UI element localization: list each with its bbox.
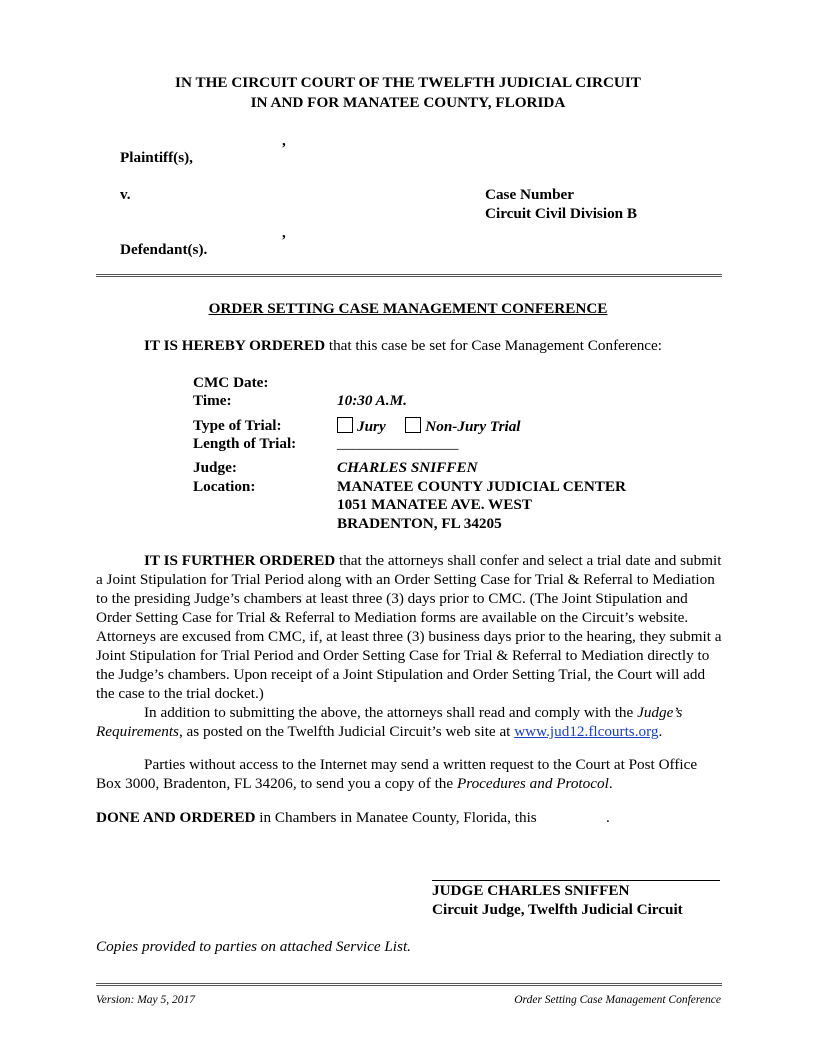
addition-mid: , as posted on the Twelfth Judicial Circuit’s web site at: [178, 723, 515, 740]
versus-label: v.: [120, 186, 131, 203]
further-ordered-text: that the attorneys shall confer and select a trial date and submit a Joint Stipulation for Trial Period along with an Order Setting Case for Trial & Referral to Mediation to the presiding Judge’s chambers at least three (3) days prior to CMC. (The Joint Stipulation and Order Setting Case for Trial & Referral to Mediation forms are available on the Circuit’s website. Attorneys are excused from CMC, if, at least three (3) business days prior to the hearing, they submit a Joint Stipulation for Trial Period and Order Setting Case for Trial & Referral to Mediation directly to the Judge’s chambers. Upon receipt of a Joint Stipulation and Order Setting Trial, the Court will add the case to the trial docket.): [96, 552, 722, 702]
location-line1: MANATEE COUNTY JUDICIAL CENTER: [337, 478, 627, 495]
cmc-date-label: CMC Date:: [193, 374, 269, 391]
caption-divider: [96, 274, 722, 277]
order-title: ORDER SETTING CASE MANAGEMENT CONFERENCE: [208, 300, 608, 317]
hereby-ordered-line: [144, 337, 662, 355]
defendant-comma: ,: [282, 224, 286, 241]
trial-type-options: [337, 417, 521, 436]
further-ordered-paragraph: [96, 551, 722, 741]
parties-end: .: [608, 775, 613, 792]
done-and-ordered-text: in Chambers in Manatee County, Florida, this: [255, 809, 537, 826]
time-value: 10:30 A.M.: [337, 392, 407, 409]
addition-pre: In addition to submitting the above, the attorneys shall read and comply with the: [144, 704, 638, 721]
hereby-ordered-text: that this case be set for Case Management Conference:: [325, 337, 662, 354]
case-number-label: Case Number: [485, 186, 575, 203]
court-title-line2: IN AND FOR MANATEE COUNTY, FLORIDA: [250, 94, 566, 111]
location-line3: BRADENTON, FL 34205: [337, 515, 502, 532]
signature-line: [432, 880, 720, 881]
hereby-ordered-bold: IT IS HEREBY ORDERED: [144, 337, 326, 354]
length-of-trial-label: Length of Trial:: [193, 435, 297, 452]
footer-version: Version: May 5, 2017: [96, 994, 196, 1006]
judge-label: Judge:: [193, 459, 237, 476]
jury-checkbox[interactable]: [337, 417, 353, 433]
parties-text: Parties without access to the Internet may send a written request to the Court at Post Office Box 3000, Bradenton, FL 34206, to send you a copy of the: [96, 756, 698, 792]
non-jury-label: Non-Jury Trial: [425, 418, 521, 435]
division-label: Circuit Civil Division B: [485, 205, 638, 222]
jury-label: Jury: [357, 418, 386, 435]
location-line2: 1051 MANATEE AVE. WEST: [337, 496, 532, 513]
judge-signature-name: JUDGE CHARLES SNIFFEN: [432, 882, 630, 899]
non-jury-checkbox[interactable]: [405, 417, 421, 433]
length-of-trial-blank: ________________: [337, 435, 459, 452]
footer-divider: [96, 983, 722, 986]
procedures-protocol: Procedures and Protocol: [456, 775, 609, 792]
parties-paragraph: [96, 755, 722, 793]
defendant-label: Defendant(s).: [120, 241, 208, 258]
type-of-trial-label: Type of Trial:: [193, 417, 282, 434]
footer-doc-title: Order Setting Case Management Conference: [514, 994, 721, 1006]
court-title-line1: IN THE CIRCUIT COURT OF THE TWELFTH JUDICIAL CIRCUIT: [175, 74, 641, 91]
location-label: Location:: [193, 478, 256, 495]
done-and-ordered-bold: DONE AND ORDERED: [96, 809, 256, 826]
judge-value: CHARLES SNIFFEN: [337, 459, 478, 476]
done-and-ordered-line: [96, 809, 537, 827]
judge-signature-title: Circuit Judge, Twelfth Judicial Circuit: [432, 901, 683, 918]
time-label: Time:: [193, 392, 232, 409]
circuit-website-link[interactable]: www.jud12.flcourts.org: [514, 723, 659, 740]
copies-note: Copies provided to parties on attached Service List.: [96, 938, 411, 955]
further-ordered-bold: IT IS FURTHER ORDERED: [144, 552, 336, 569]
judges-requirements: Judge’s Requirements: [96, 704, 683, 740]
plaintiff-comma: ,: [282, 132, 286, 149]
plaintiff-label: Plaintiff(s),: [120, 149, 193, 166]
done-period: .: [606, 809, 610, 826]
addition-end: .: [658, 723, 663, 740]
